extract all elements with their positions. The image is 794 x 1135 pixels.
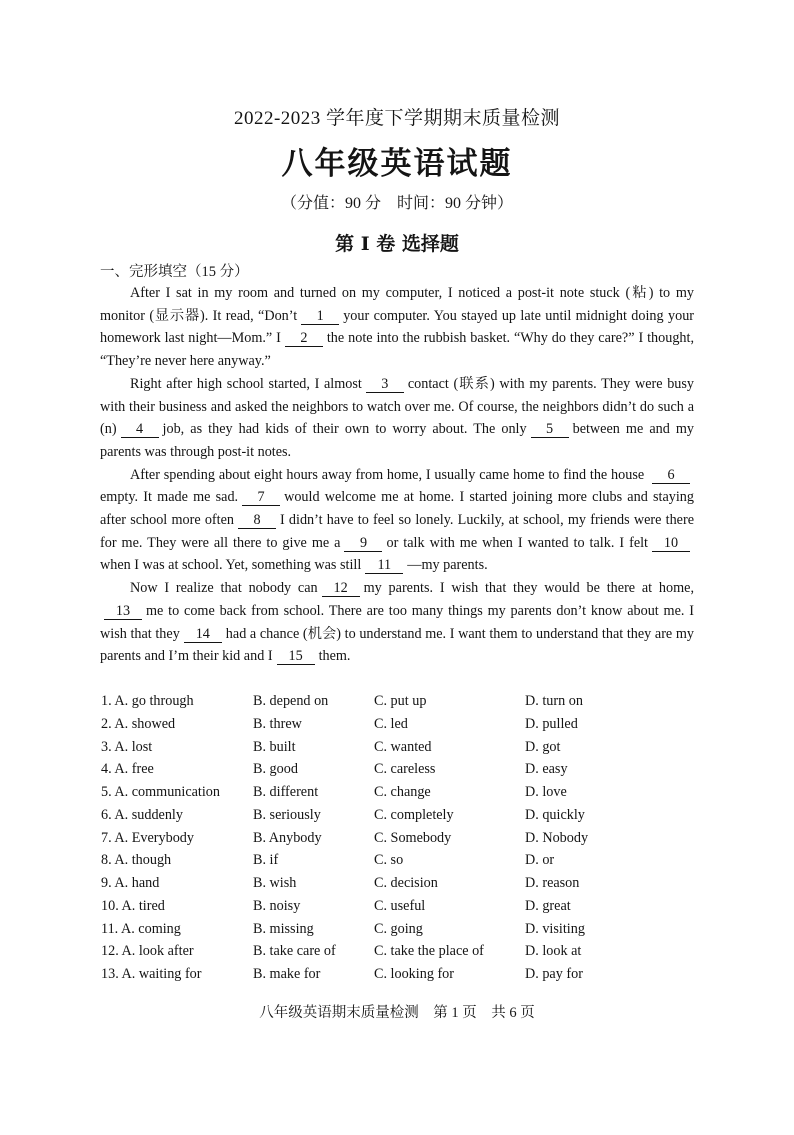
option-row — [101, 758, 701, 781]
option-c: C. looking for — [374, 966, 454, 982]
option-b: B. Anybody — [253, 829, 322, 846]
option-row — [101, 827, 701, 850]
option-b: B. built — [253, 738, 296, 755]
passage-text: when I was at school. Yet, something was still — [100, 557, 362, 574]
option-d: D. pay for — [525, 966, 583, 982]
option-row — [101, 736, 701, 759]
option-d: D. easy — [525, 761, 568, 778]
option-b: B. if — [253, 852, 279, 869]
option-row — [101, 872, 701, 895]
option-d: D. Nobody — [525, 829, 589, 846]
passage-text: between me and my parents was through post-it notes. — [100, 421, 694, 460]
blank-10: 10 — [652, 535, 690, 552]
blank-8: 8 — [238, 512, 276, 529]
blank-15: 15 — [277, 648, 315, 665]
option-b: B. wish — [253, 875, 297, 891]
option-b: B. seriously — [253, 806, 321, 823]
option-d: D. love — [525, 784, 567, 800]
option-b: B. threw — [253, 715, 302, 732]
option-d: D. quickly — [525, 806, 585, 823]
option-c: C. useful — [374, 897, 426, 914]
passage-text: my parents. I wish that they would be there at home, — [363, 580, 694, 597]
option-c: C. so — [374, 852, 404, 869]
option-c: C. change — [374, 784, 431, 800]
blank-11: 11 — [365, 557, 403, 574]
passage-text: the note into the rubbish basket. “Why do they care?” I thought, “They’re never here anyway.” — [100, 330, 694, 370]
score-time-info: （分值：90 分 时间：90 分钟） — [280, 195, 513, 212]
passage-text: had a chance (机会) to understand me. I want them to understand that they are my parents and I’m their kid and I — [100, 625, 694, 665]
passage-text: me to come back from school. There are too many things my parents don’t know about me. I wish that they — [100, 602, 694, 642]
option-row — [101, 940, 701, 963]
option-d: D. turn on — [525, 693, 583, 709]
blank-14: 14 — [184, 626, 222, 643]
answer-options — [101, 690, 701, 986]
passage-text: After I sat in my room and turned on my computer, I noticed a post-it note stuck (粘) to my monitor (显示器). It read, “Don’t — [100, 285, 694, 324]
passage-text: Now I realize that nobody can — [130, 580, 318, 597]
passage-text: empty. It made me sad. — [100, 489, 239, 506]
passage-text: would welcome me at home. I started joining more clubs and staying after school more often — [100, 489, 694, 529]
option-a: 8. A. though — [101, 852, 172, 869]
option-row — [101, 963, 701, 986]
blank-13: 13 — [104, 603, 142, 620]
option-c: C. wanted — [374, 738, 432, 755]
blank-6: 6 — [652, 467, 690, 484]
volume-title: 第 I 卷 选择题 — [335, 233, 459, 255]
option-c: C. decision — [374, 875, 438, 891]
paragraph-1 — [100, 282, 694, 373]
option-b: B. missing — [253, 920, 314, 937]
exam-title: 2022-2023 学年度下学期期末质量检测 — [233, 108, 561, 129]
passage-text: Right after high school started, I almost — [130, 375, 362, 392]
option-a: 11. A. coming — [101, 920, 181, 937]
option-row — [101, 849, 701, 872]
blank-4: 4 — [121, 421, 159, 438]
passage-text: —my parents. — [407, 557, 488, 574]
option-a: 1. A. go through — [101, 693, 194, 709]
option-d: D. look at — [525, 943, 582, 960]
passage-text: your computer. You stayed up late until midnight doing your homework last night—Mom.” I — [100, 307, 695, 347]
option-a: 2. A. showed — [101, 715, 176, 732]
option-a: 7. A. Everybody — [101, 829, 194, 846]
blank-5: 5 — [531, 421, 569, 438]
blank-9: 9 — [344, 535, 382, 552]
passage-text: or talk with me when I wanted to talk. I felt — [386, 534, 649, 551]
option-c: C. completely — [374, 806, 454, 823]
passage-text: I didn’t have to feel so lonely. Luckily, at school, my friends were there for me. They were all there to give me a — [100, 512, 694, 551]
option-d: D. got — [525, 738, 561, 755]
blank-1: 1 — [301, 308, 339, 325]
passage-text: contact (联系) with my parents. They were busy with their business and asked the neighbors to watch over me. Of course, the neighbors didn’t do such a (n) — [100, 375, 695, 438]
option-a: 10. A. tired — [101, 897, 165, 914]
option-d: D. or — [525, 852, 555, 869]
option-b: B. make for — [253, 966, 321, 982]
option-d: D. visiting — [525, 920, 585, 937]
option-b: B. noisy — [253, 897, 301, 914]
option-row — [101, 781, 701, 804]
option-a: 5. A. communication — [101, 784, 220, 800]
blank-3: 3 — [366, 376, 404, 393]
option-row — [101, 895, 701, 918]
paragraph-4 — [100, 577, 694, 668]
option-b: B. depend on — [253, 693, 329, 709]
option-c: C. careless — [374, 761, 436, 778]
option-a: 6. A. suddenly — [101, 806, 183, 823]
passage-text: After spending about eight hours away from home, I usually came home to find the house — [130, 466, 645, 483]
option-c: C. led — [374, 715, 408, 732]
option-a: 9. A. hand — [101, 875, 160, 891]
option-d: D. pulled — [525, 715, 578, 732]
blank-2: 2 — [285, 330, 323, 347]
option-a: 12. A. look after — [101, 943, 194, 960]
option-row — [101, 713, 701, 736]
option-a: 13. A. waiting for — [101, 966, 202, 982]
blank-12: 12 — [322, 580, 360, 597]
subject-title: 八年级英语试题 — [281, 146, 513, 182]
option-c: C. put up — [374, 693, 427, 709]
page-footer: 八年级英语期末质量检测 第 1 页 共 6 页 — [259, 1005, 535, 1021]
passage-text: them. — [318, 648, 351, 665]
paragraph-3 — [100, 464, 694, 578]
option-c: C. take the place of — [374, 943, 484, 960]
passage-text: job, as they had kids of their own to worry about. The only — [162, 421, 527, 438]
option-b: B. different — [253, 784, 319, 800]
blank-7: 7 — [242, 489, 280, 506]
cloze-passage — [100, 282, 694, 668]
paragraph-2 — [100, 373, 694, 464]
option-row — [101, 918, 701, 941]
option-a: 3. A. lost — [101, 738, 153, 755]
option-row — [101, 804, 701, 827]
option-c: C. going — [374, 920, 423, 937]
option-b: B. good — [253, 761, 298, 778]
option-row — [101, 690, 701, 713]
option-d: D. reason — [525, 875, 580, 891]
option-a: 4. A. free — [101, 761, 154, 778]
option-c: C. Somebody — [374, 829, 452, 846]
option-b: B. take care of — [253, 943, 336, 960]
section-title: 一、完形填空（15 分） — [100, 264, 249, 280]
option-d: D. great — [525, 897, 571, 914]
